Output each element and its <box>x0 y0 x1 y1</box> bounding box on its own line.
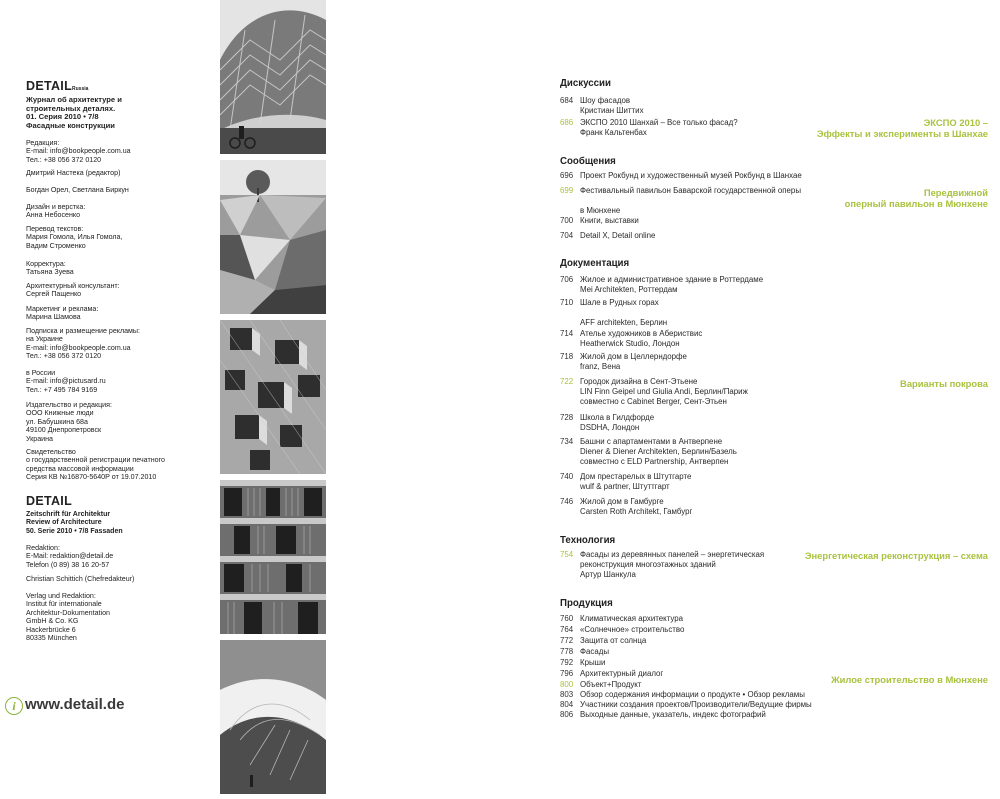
imprint-line: Christian Schittich (Chefredakteur) <box>26 575 135 583</box>
imprint-line: Татьяна Зуева <box>26 268 74 277</box>
imprint-line: Издательство и редакция: <box>26 401 112 409</box>
toc-entry-text: совместно с ELD Partnership, Антверпен <box>580 457 729 466</box>
imprint-line: ул. Бабушкина 68а <box>26 417 88 426</box>
imprint-line: Перевод текстов: <box>26 225 84 233</box>
imprint-block <box>26 169 120 177</box>
imprint-block <box>26 305 98 322</box>
toc-entry-text: Mei Architekten, Роттердам <box>580 285 678 294</box>
toc-entry-text: wulf & partner, Штуттгарт <box>580 482 670 491</box>
toc-entry[interactable] <box>560 171 860 181</box>
imprint-block <box>26 575 134 583</box>
feature-label-line: Энергетическая реконструкция – схема <box>804 550 988 561</box>
toc-page-number: 754 <box>560 550 574 559</box>
toc-page-number: 686 <box>560 118 574 127</box>
toc-entry-text: AFF architekten, Берлин <box>580 318 668 327</box>
imprint-line: Богдан Орел, Светлана Биркун <box>26 186 129 194</box>
toc-entry-text: Школа в Гилдфорде <box>580 413 655 422</box>
imprint-block <box>26 186 129 194</box>
toc-page-number: 792 <box>560 658 574 667</box>
toc-entry[interactable] <box>560 118 860 138</box>
toc-entry-text: franz, Вена <box>580 362 621 371</box>
imprint-line: в России <box>26 369 56 377</box>
toc-entry-text: LIN Finn Geipel und Giulia Andi, Берлин/Париж <box>580 387 748 396</box>
feature-label-line: Передвижной <box>923 187 988 198</box>
photo-cube-facade <box>220 320 326 474</box>
imprint-line: E-mail: info@bookpeople.com.ua <box>26 343 131 352</box>
toc-entry-text: Артур Шанкула <box>580 570 636 579</box>
toc-page-number: 804 <box>560 700 574 709</box>
toc-entry-text: Фестивальный павильон Баварской государственной оперы <box>580 186 801 195</box>
imprint-line: Серия КВ №16870-5640Р от 19.07.2010 <box>26 473 157 482</box>
feature-label[interactable] <box>817 117 988 139</box>
toc-entry-text: Heatherwick Studio, Лондон <box>580 339 680 348</box>
imprint-line: средства массовой информации <box>26 464 134 473</box>
toc-entry-text: DSDHA, Лондон <box>580 423 640 432</box>
feature-label-line: ЭКСПО 2010 – <box>923 117 988 128</box>
toc-entry-text: Городок дизайна в Сент-Этьене <box>580 377 698 386</box>
imprint-line: GmbH & Co. KG <box>26 617 79 626</box>
toc-entry-text: Участники создания проектов/Производители/Ведущие фирмы <box>580 700 812 709</box>
toc-entry[interactable] <box>560 275 860 295</box>
toc-entry[interactable] <box>560 472 860 492</box>
toc-entry[interactable] <box>560 710 860 720</box>
imprint-block <box>26 544 113 569</box>
toc-entry-text: Обзор содержания информации о продукте • Обзор рекламы <box>580 690 805 699</box>
toc-entry[interactable] <box>560 216 860 226</box>
imprint-line: Дмитрий Настека (редактор) <box>26 169 121 177</box>
feature-label[interactable] <box>900 378 988 389</box>
toc-page-number: 772 <box>560 636 574 645</box>
feature-label-line: Варианты покрова <box>900 378 988 389</box>
toc-entry-text: Дом престарелых в Штутгарте <box>580 472 692 481</box>
toc-entry[interactable] <box>560 614 860 624</box>
imprint-line: Architektur-Dokumentation <box>26 608 110 617</box>
toc-page-number: 778 <box>560 647 574 656</box>
toc-entry-text: Шоу фасадов <box>580 96 631 105</box>
feature-label-line: Эффекты и эксперименты в Шанхае <box>816 128 988 139</box>
imprint-block <box>26 327 140 361</box>
detail-russia-logo: DETAILRussia <box>26 79 89 93</box>
toc-entry[interactable] <box>560 186 860 216</box>
toc-entry-text: Франк Кальтенбах <box>580 128 647 137</box>
toc-entry-text: в Мюнхене <box>580 206 621 215</box>
toc-entry-text: Шале в Рудных горах <box>580 298 659 307</box>
toc-page-number: 696 <box>560 171 574 180</box>
toc-entry[interactable] <box>560 647 860 657</box>
toc-entry[interactable] <box>560 690 860 700</box>
toc-page-number: 722 <box>560 377 574 386</box>
detail-logo: DETAIL <box>26 494 73 508</box>
toc-section-heading: Сообщения <box>560 156 616 167</box>
toc-page-number: 803 <box>560 690 574 699</box>
imprint-block <box>26 592 110 642</box>
imprint-line: E-mail: info@pictusard.ru <box>26 377 106 386</box>
toc-page-number: 800 <box>560 680 574 689</box>
toc-entry[interactable] <box>560 413 860 433</box>
toc-entry[interactable] <box>560 329 860 349</box>
toc-page-number: 706 <box>560 275 574 284</box>
imprint-line: Марина Шамова <box>26 313 81 322</box>
toc-entry-text: Фасады <box>580 647 609 656</box>
toc-entry-text: Carsten Roth Architekt, Гамбург <box>580 507 693 516</box>
imprint-line: Редакция: <box>26 139 60 147</box>
feature-label[interactable] <box>845 187 988 209</box>
toc-page-number: 796 <box>560 669 574 678</box>
toc-entry[interactable] <box>560 231 860 241</box>
toc-entry[interactable] <box>560 658 860 668</box>
imprint-line: Institut für internationale <box>26 600 102 609</box>
imprint-line: 49100 Днепропетровск <box>26 426 102 435</box>
imprint-line: E-Mail: redaktion@detail.de <box>26 552 114 561</box>
toc-entry-text: Проект Рокбунд и художественный музей Рокбунд в Шанхае <box>580 171 802 180</box>
toc-entry[interactable] <box>560 700 860 710</box>
toc-entry-text: Жилой дом в Гамбурге <box>580 497 664 506</box>
toc-page-number: 760 <box>560 614 574 623</box>
toc-page-number: 740 <box>560 472 574 481</box>
photo-woven-pavilion <box>220 0 326 154</box>
toc-entry-text: Detail X, Detail online <box>580 231 656 240</box>
toc-page-number: 746 <box>560 497 574 506</box>
toc-entry-text: Ателье художников в Абериствис <box>580 329 703 338</box>
toc-entry-text: совместно с Cabinet Berger, Сент-Этьен <box>580 397 727 406</box>
imprint-line: Тел.: +7 495 784 9169 <box>26 385 98 394</box>
feature-label[interactable] <box>831 674 988 685</box>
toc-entry-text: Выходные данные, указатель, индекс фотографий <box>580 710 766 719</box>
toc-entry[interactable] <box>560 377 860 407</box>
toc-entry-text: Книги, выставки <box>580 216 639 225</box>
toc-entry-text: Объект+Продукт <box>580 680 642 689</box>
imprint-block <box>26 139 131 164</box>
feature-label[interactable] <box>805 550 988 561</box>
toc-entry-text: Фасады из деревянных панелей – энергетическая <box>580 550 765 559</box>
imprint-line: Подписка и размещение рекламы: <box>26 327 140 335</box>
toc-entry-text: Крыши <box>580 658 606 667</box>
website-link[interactable]: www.detail.de <box>25 696 125 713</box>
imprint-block <box>26 369 106 394</box>
toc-entry[interactable] <box>560 680 860 690</box>
toc-page-number: 734 <box>560 437 574 446</box>
imprint-line: Hackerbrücke 6 <box>26 625 76 634</box>
toc-page-number: 806 <box>560 710 574 719</box>
toc-entry[interactable] <box>560 96 860 116</box>
imprint-line: о государственной регистрации печатного <box>26 456 165 465</box>
toc-entry[interactable] <box>560 636 860 646</box>
toc-page-number: 704 <box>560 231 574 240</box>
imprint-line: Свидетельство <box>26 448 76 456</box>
imprint-block <box>26 225 122 250</box>
toc-page-number: 718 <box>560 352 574 361</box>
toc-entry-text: Башни с апартаментами в Антверпене <box>580 437 723 446</box>
info-icon: i <box>5 697 23 715</box>
toc-page-number: 684 <box>560 96 574 105</box>
imprint-line: 80335 München <box>26 634 77 643</box>
toc-page-number: 699 <box>560 186 574 195</box>
feature-label-line: Жилое строительство в Мюнхене <box>831 674 988 685</box>
toc-entry-text: «Солнечное» строительство <box>580 625 685 634</box>
photo-angular-facade <box>220 160 326 314</box>
imprint-de-title: Zeitschrift für Architektur Review of Architecture 50. Serie 2010 • 7/8 Fassaden <box>26 511 123 535</box>
feature-label-line: оперный павильон в Мюнхене <box>844 198 988 209</box>
toc-entry[interactable] <box>560 437 860 467</box>
toc-page-number: 700 <box>560 216 574 225</box>
toc-page-number: 728 <box>560 413 574 422</box>
imprint-line: Корректура: <box>26 260 66 268</box>
imprint-line: на Украине <box>26 335 63 344</box>
toc-entry-text: ЭКСПО 2010 Шанхай – Все только фасад? <box>580 118 738 127</box>
imprint-block <box>26 260 74 277</box>
toc-section-heading: Дискуссии <box>560 78 611 89</box>
toc-entry[interactable] <box>560 625 860 635</box>
imprint-line: Verlag und Redaktion: <box>26 592 96 600</box>
toc-entry[interactable] <box>560 298 860 328</box>
toc-section-heading: Технология <box>560 535 616 546</box>
imprint-line: Украина <box>26 434 54 443</box>
imprint-block <box>26 448 165 482</box>
imprint-line: Архитектурный консультант: <box>26 282 120 290</box>
toc-page-number: 764 <box>560 625 574 634</box>
toc-entry-text: реконструкция многоэтажных зданий <box>580 560 716 569</box>
imprint-line: E-mail: info@bookpeople.com.ua <box>26 147 131 156</box>
toc-section-heading: Документация <box>560 258 630 269</box>
imprint-line: Redaktion: <box>26 544 60 552</box>
imprint-line: ООО Книжные люди <box>26 409 94 418</box>
imprint-line: Мария Гомола, Илья Гомола, <box>26 233 123 242</box>
toc-entry[interactable] <box>560 352 860 372</box>
imprint-block <box>26 203 85 220</box>
toc-page-number: 710 <box>560 298 574 307</box>
toc-entry-text: Климатическая архитектура <box>580 614 684 623</box>
imprint-title: Журнал об архитектуре и строительных деталях. 01. Серия 2010 • 7/8 Фасадные конструкции <box>26 95 122 130</box>
imprint-line: Маркетинг и реклама: <box>26 305 99 313</box>
toc-entry-text: Жилой дом в Целлерндорфе <box>580 352 687 361</box>
toc-page-number: 714 <box>560 329 574 338</box>
photo-curved-shell <box>220 640 326 794</box>
toc-entry-text: Кристиан Шиттих <box>580 106 644 115</box>
imprint-line: Анна Небосенко <box>26 211 81 220</box>
toc-entry[interactable] <box>560 497 860 517</box>
imprint-line: Сергей Пащенко <box>26 290 82 299</box>
toc-entry[interactable] <box>560 669 860 679</box>
toc-entry-text: Защита от солнца <box>580 636 647 645</box>
imprint-line: Тел.: +38 056 372 0120 <box>26 155 102 164</box>
toc-entry-text: Diener & Diener Architekten, Берлин/Базель <box>580 447 737 456</box>
imprint-line: Тел.: +38 056 372 0120 <box>26 352 102 361</box>
toc-section-heading: Продукция <box>560 598 613 609</box>
toc-entry-text: Архитектурный диалог <box>580 669 664 678</box>
imprint-line: Дизайн и верстка: <box>26 203 86 211</box>
photo-timber-facade <box>220 480 326 634</box>
imprint-line: Вадим Строменко <box>26 241 86 250</box>
imprint-block <box>26 401 112 443</box>
toc-entry-text: Жилое и административное здание в Роттердаме <box>580 275 764 284</box>
imprint-block <box>26 282 120 299</box>
imprint-line: Telefon (0 89) 38 16 20-57 <box>26 560 110 569</box>
